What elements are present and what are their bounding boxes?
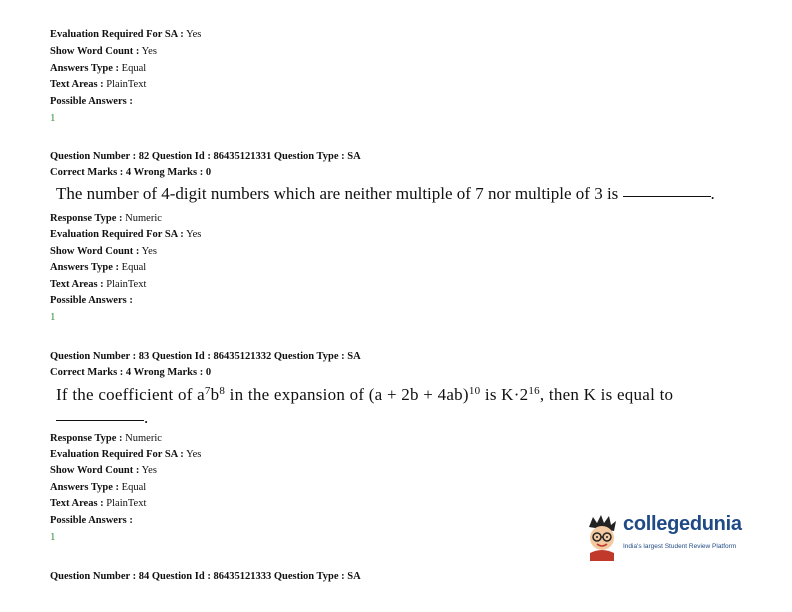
field-value: Yes xyxy=(141,465,157,476)
question-text-part: b xyxy=(210,385,220,404)
answers-type-row xyxy=(50,62,146,75)
question-text-part: If the coefficient of a xyxy=(56,385,205,404)
field-label: Text Areas : xyxy=(50,498,104,509)
field-label: Answers Type : xyxy=(50,482,120,493)
question-text xyxy=(56,385,673,405)
mascot-icon xyxy=(583,513,621,561)
question-text-end: . xyxy=(144,408,149,427)
field-label: Evaluation Required For SA : xyxy=(50,449,184,460)
answers-type-row xyxy=(50,481,146,494)
question-text-part: is K·2 xyxy=(480,385,529,404)
possible-answers-row xyxy=(50,95,133,108)
field-label: Possible Answers : xyxy=(50,96,133,107)
show-word-count-row xyxy=(50,45,157,58)
question-header: Question Number : 84 Question Id : 86435121333 Question Type : SA xyxy=(50,571,361,582)
question-text-part: in the expansion of (a + 2b + 4ab) xyxy=(225,385,469,404)
field-value: Yes xyxy=(186,29,202,40)
question-text-continuation xyxy=(56,408,148,428)
field-label: Show Word Count : xyxy=(50,465,140,476)
field-value: PlainText xyxy=(106,279,147,290)
exponent: 10 xyxy=(468,385,481,397)
collegedunia-logo xyxy=(583,513,753,561)
field-label: Evaluation Required For SA : xyxy=(50,29,184,40)
field-label: Text Areas : xyxy=(50,279,104,290)
question-header: Question Number : 83 Question Id : 86435121332 Question Type : SA xyxy=(50,351,361,362)
field-label: Possible Answers : xyxy=(50,515,133,526)
answers-type-row xyxy=(50,261,146,274)
evaluation-required-row xyxy=(50,228,201,241)
question-header: Question Number : 82 Question Id : 86435121331 Question Type : SA xyxy=(50,151,361,162)
exponent: 8 xyxy=(219,385,226,397)
possible-answers-row xyxy=(50,294,133,307)
logo-tagline: India's largest Student Review Platform xyxy=(623,543,737,550)
field-label: Answers Type : xyxy=(50,262,120,273)
question-text-body: The number of 4-digit numbers which are neither multiple of 7 nor multiple of 3 is xyxy=(56,184,619,203)
show-word-count-row xyxy=(50,464,157,477)
field-value: Equal xyxy=(121,63,147,74)
field-label: Possible Answers : xyxy=(50,295,133,306)
question-text-part: , then K is equal to xyxy=(539,385,674,404)
possible-answer-value: 1 xyxy=(50,311,56,323)
question-text xyxy=(56,184,715,204)
field-label: Answers Type : xyxy=(50,63,120,74)
field-value: Numeric xyxy=(125,433,162,444)
field-value: Numeric xyxy=(125,213,162,224)
text-areas-row xyxy=(50,497,146,510)
field-label: Evaluation Required For SA : xyxy=(50,229,184,240)
possible-answer-value: 1 xyxy=(50,112,56,124)
field-label: Response Type : xyxy=(50,213,123,224)
question-marks: Correct Marks : 4 Wrong Marks : 0 xyxy=(50,367,212,378)
exponent: 7 xyxy=(204,385,211,397)
field-label: Response Type : xyxy=(50,433,123,444)
text-areas-row xyxy=(50,278,146,291)
field-value: Equal xyxy=(121,262,147,273)
possible-answers-row xyxy=(50,514,133,527)
field-value: PlainText xyxy=(106,498,147,509)
answer-blank xyxy=(623,195,711,197)
possible-answer-value: 1 xyxy=(50,531,56,543)
answer-blank xyxy=(56,419,144,421)
field-label: Show Word Count : xyxy=(50,246,140,257)
field-label: Text Areas : xyxy=(50,79,104,90)
question-marks: Correct Marks : 4 Wrong Marks : 0 xyxy=(50,167,212,178)
field-value: PlainText xyxy=(106,79,147,90)
field-value: Yes xyxy=(141,46,157,57)
text-areas-row xyxy=(50,78,146,91)
field-value: Yes xyxy=(186,449,202,460)
logo-wordmark: collegedunia xyxy=(623,513,742,535)
field-value: Yes xyxy=(141,246,157,257)
question-text-end: . xyxy=(710,184,715,203)
response-type-row xyxy=(50,432,162,445)
evaluation-required-row xyxy=(50,28,201,41)
evaluation-required-row xyxy=(50,448,201,461)
exponent: 16 xyxy=(528,385,540,397)
field-value: Equal xyxy=(121,482,147,493)
field-value: Yes xyxy=(186,229,202,240)
response-type-row xyxy=(50,212,162,225)
show-word-count-row xyxy=(50,245,157,258)
field-label: Show Word Count : xyxy=(50,46,140,57)
